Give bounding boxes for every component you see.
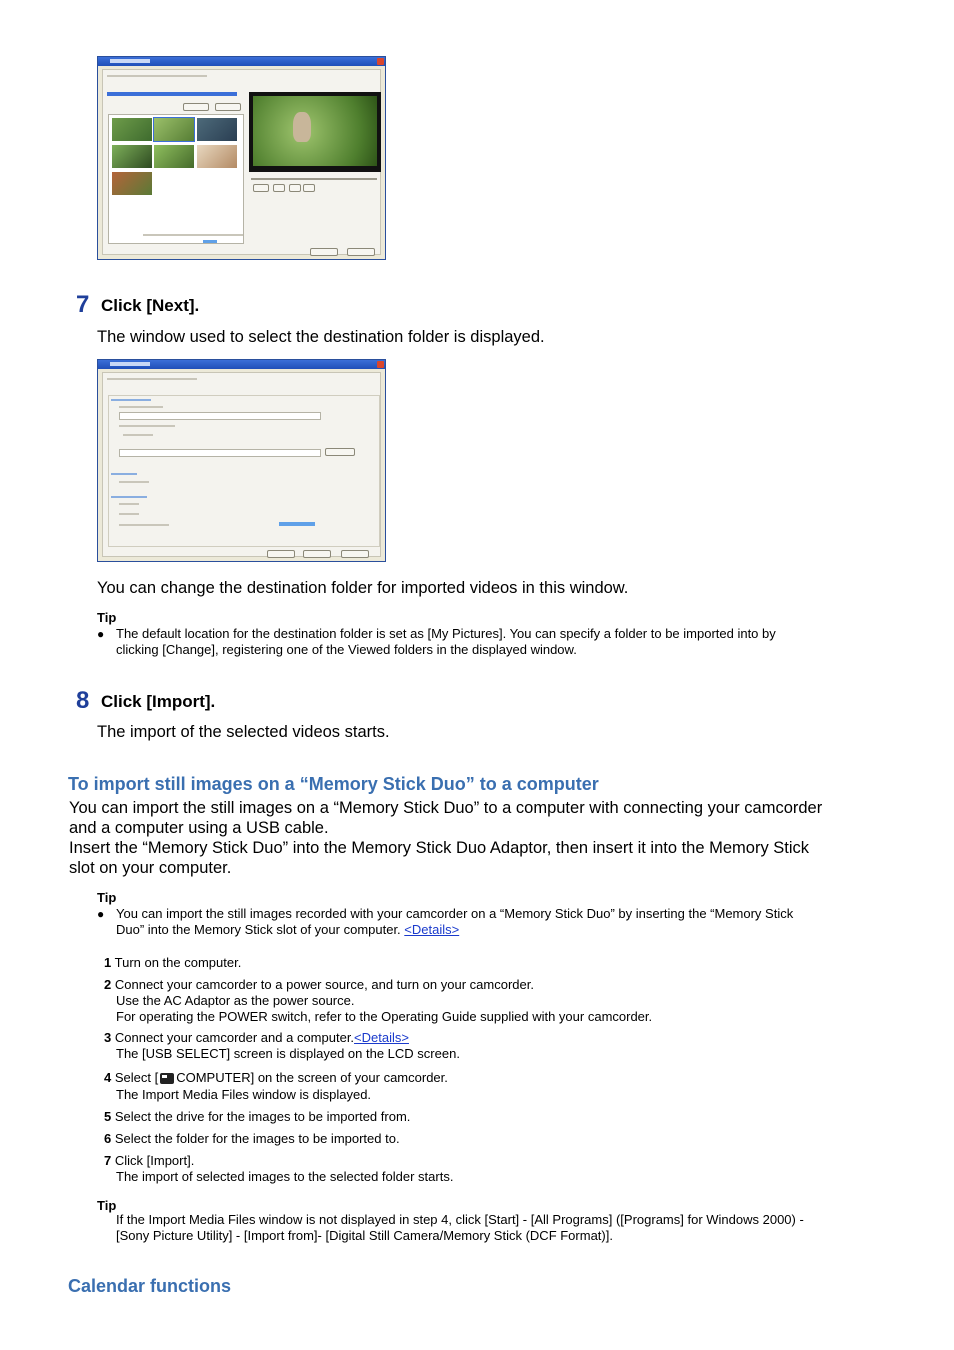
- computer-icon: [160, 1073, 174, 1084]
- list-step-2: 2 Connect your camcorder to a power source, and turn on your camcorder.: [104, 977, 534, 992]
- bullet-icon: ●: [97, 907, 105, 921]
- section-heading-import-still-images: To import still images on a “Memory Stick Duo” to a computer: [68, 774, 599, 794]
- list-step-6: 6 Select the folder for the images to be imported to.: [104, 1131, 400, 1146]
- window-titlebar: [98, 57, 385, 66]
- list-step-4-line-2: The Import Media Files window is displayed.: [116, 1087, 372, 1102]
- step-number-7: 7: [76, 291, 90, 318]
- window-titlebar: [98, 360, 385, 369]
- list-step-5: 5 Select the drive for the images to be imported from.: [104, 1109, 411, 1124]
- list-step-4: 4 Select [ COMPUTER] on the screen of your camcorder.: [104, 1070, 448, 1085]
- window-body: [102, 69, 381, 255]
- step-7-after-text: You can change the destination folder for imported videos in this window.: [97, 579, 629, 597]
- section-1-paragraph-line-4: slot on your computer.: [69, 859, 232, 877]
- tip-1-line-2: clicking [Change], registering one of the Viewed folders in the displayed window.: [116, 642, 577, 657]
- step-7-title: Click [Next].: [101, 296, 200, 315]
- import-media-files-screenshot-1: [97, 56, 386, 260]
- list-step-2-line-2: Use the AC Adaptor as the power source.: [116, 993, 355, 1008]
- tip-2-line-2: Duo” into the Memory Stick slot of your computer.: [116, 922, 405, 937]
- list-step-3: 3 Connect your camcorder and a computer.<Details>: [104, 1030, 409, 1045]
- tip-2-line-2-container: [116, 922, 459, 938]
- step-number-8: 8: [76, 687, 90, 714]
- step-8-description: The import of the selected videos starts.: [97, 723, 390, 741]
- step-8-title: Click [Import].: [101, 692, 216, 711]
- section-heading-calendar-functions: Calendar functions: [68, 1276, 232, 1296]
- bullet-icon: ●: [97, 627, 105, 641]
- tip-3-label: Tip: [97, 1198, 117, 1213]
- import-media-files-screenshot-2: [97, 359, 386, 562]
- tip-3-line-1: If the Import Media Files window is not displayed in step 4, click [Start] - [All Programs] ([Programs] for Windows 2000) -: [116, 1212, 804, 1227]
- tip-2-details-link[interactable]: <Details>: [404, 922, 460, 937]
- list-step-1: 1 Turn on the computer.: [104, 955, 242, 970]
- section-1-paragraph-line-2: and a computer using a USB cable.: [69, 819, 329, 837]
- step-7-description: The window used to select the destination folder is displayed.: [97, 328, 545, 346]
- list-step-7-line-2: The import of selected images to the selected folder starts.: [116, 1169, 454, 1184]
- list-step-7: 7 Click [Import].: [104, 1153, 195, 1168]
- section-1-paragraph-line-3: Insert the “Memory Stick Duo” into the Memory Stick Duo Adaptor, then insert it into the Memory Stick: [69, 839, 810, 857]
- close-icon: [377, 58, 384, 65]
- close-icon: [377, 361, 384, 368]
- list-step-3-line-2: The [USB SELECT] screen is displayed on the LCD screen.: [116, 1046, 460, 1061]
- tip-1-label: Tip: [97, 610, 117, 625]
- tip-2-line-1: You can import the still images recorded with your camcorder on a “Memory Stick Duo” by inserting the “Memory Stick: [116, 906, 794, 921]
- section-1-paragraph-line-1: You can import the still images on a “Memory Stick Duo” to a computer with connecting your camcorder: [69, 799, 823, 817]
- tip-3-line-2: [Sony Picture Utility] - [Import from]- [Digital Still Camera/Memory Stick (DCF Format)].: [116, 1228, 613, 1243]
- list-step-2-line-3: For operating the POWER switch, refer to the Operating Guide supplied with your camcorder.: [116, 1009, 653, 1024]
- tip-1-line-1: The default location for the destination folder is set as [My Pictures]. You can specify a folder to be imported into by: [116, 626, 776, 641]
- step-3-details-link[interactable]: <Details>: [354, 1030, 409, 1045]
- tip-2-label: Tip: [97, 890, 117, 905]
- window-body: [102, 372, 381, 557]
